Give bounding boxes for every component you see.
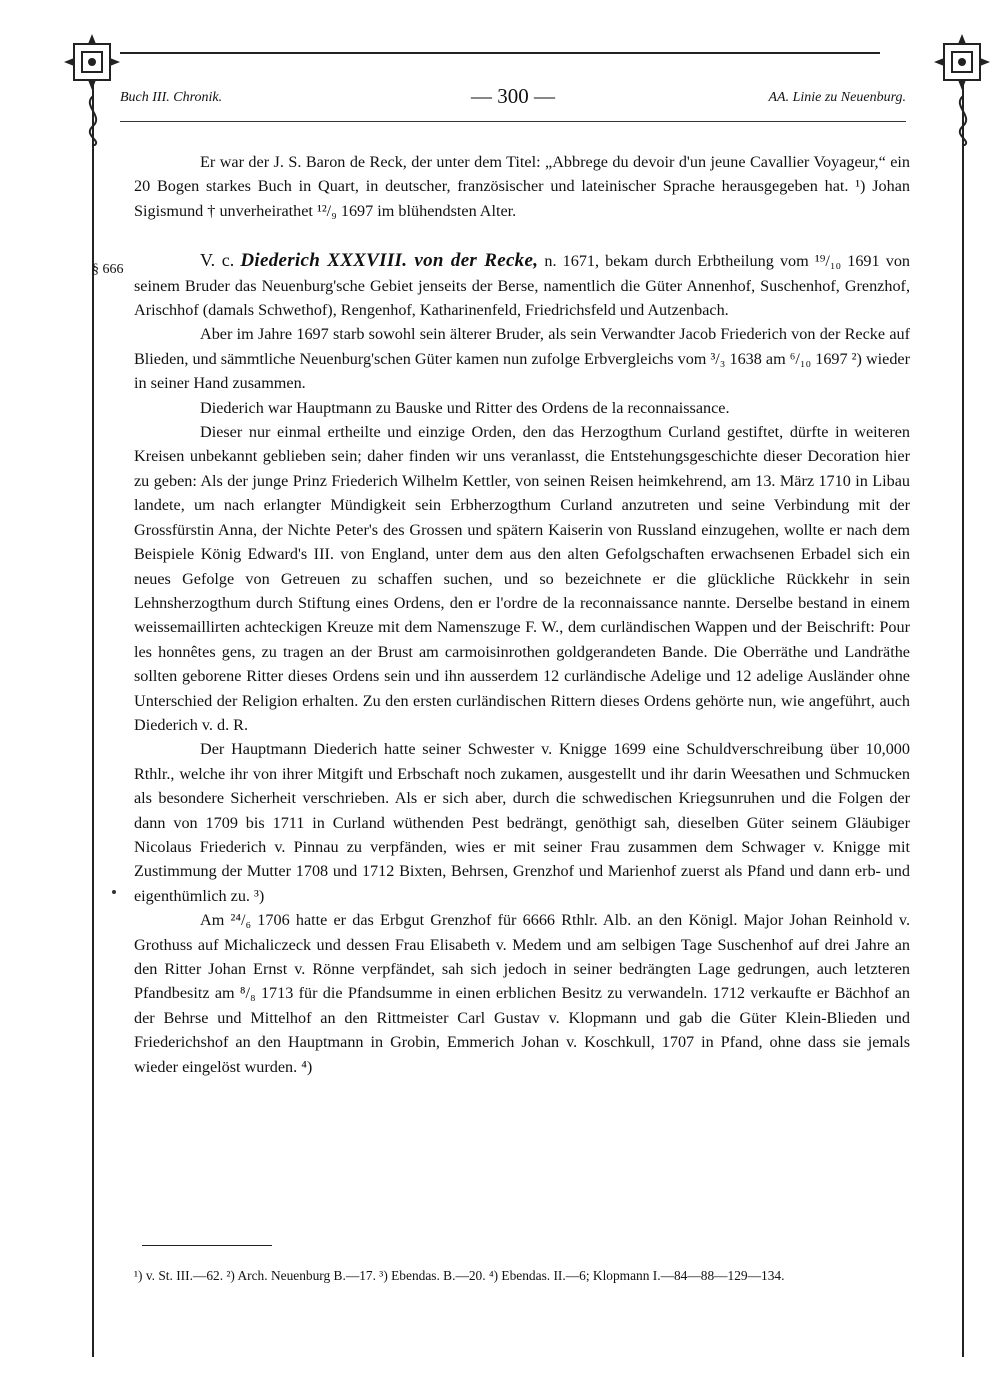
ornament-left-scroll-icon xyxy=(82,96,104,146)
paragraph: Aber im Jahre 1697 starb sowohl sein älterer Bruder, als sein Verwandter Jacob Friederich von der Recke auf Blieden, und sämmtliche Neuenburg'schen Güter kamen nun zufolge Erbvergleichs vom ³/₃ 1638 am ⁶/₁₀ 1697 ²) wieder in seiner Hand zusammen. xyxy=(134,325,910,393)
section-heading-paragraph xyxy=(134,248,910,322)
footnotes: ¹) v. St. III.—62. ²) Arch. Neuenburg B.—17. ³) Ebendas. B.—20. ⁴) Ebendas. II.—6; Klopmann I.—84—88—129—134. xyxy=(134,1268,785,1283)
paragraph: Der Hauptmann Diederich hatte seiner Schwester v. Knigge 1699 eine Schuldverschreibung über 10,000 Rthlr., welche ihr von ihrer Mitgift und Erbschaft noch zukamen, ausgestellt und ihr darin Weesathen und Schmucken als besondere Sicherheit verschrieben. Als er sich aber, durch die schwedischen Kriegsunruhen und die Folgen der dann von 1709 bis 1711 in Curland wüthenden Pest bedrängt, genöthigt sah, dieselben Güter seinem Gläubiger Nicolaus Friederich v. Pinnau zu verpfänden, wies er mit seiner Frau zusammen dem Schwager v. Knigge mit Zustimmung der Mutter 1708 und 1712 Bixten, Behrsen, Grenzhof und Marienhof zuerst als Pfand und dann erb- und eigenthümlich zu. ³) xyxy=(134,740,910,905)
running-header xyxy=(120,84,906,114)
paragraph: Diederich war Hauptmann zu Bauske und Ritter des Ordens de la reconnaissance. xyxy=(200,398,730,417)
ornament-top-left-icon xyxy=(62,32,122,92)
top-border xyxy=(120,52,880,54)
header-book-title: Buch III. Chronik. xyxy=(120,90,223,105)
header-rule xyxy=(120,121,906,122)
section-mark: § 666 xyxy=(92,262,124,277)
section-text: n. 1671, bekam durch Erbtheilung vom ¹⁹/₁₀ 1691 von seinem Bruder das Neuenburg'sche Gebiet jenseits der Berse, namentlich die Güter Annenhof, Suschenhof, Grenzhof, Arischhof (damals Schwethof), Rengenhof, Katharinenfeld, Friedrichsfeld und Autzenbach. xyxy=(134,252,911,320)
ornament-right-scroll-icon xyxy=(952,96,974,146)
section-number: V. c. xyxy=(200,250,235,271)
ornament-top-right-icon xyxy=(932,32,992,92)
paragraph: Am ²⁴/₆ 1706 hatte er das Erbgut Grenzhof für 6666 Rthlr. Alb. an den Königl. Major Johan Reinhold v. Grothuss auf Michaliczeck und dessen Frau Elisabeth v. Medem und am selbigen Tage Suschenhof auf drei Jahre an den Ritter Johan Ernst v. Rönne verpfändet, sah sich jedoch in seiner bedrängten Lage gedrungen, auch letzteren Pfandbesitz am ⁸/₈ 1713 für die Pfandsumme in einen erblichen Besitz zu verwandeln. 1712 verkaufte er Bächhof an der Behrse und Mittelhof an den Rittmeister Carl Gustav v. Klopmann und gab die Güter Klein-Blieden und Friederichshof an den Hauptmann in Grobin, Emmerich Johan v. Koschkull, 1707 in Pfand, ohne dass sie jemals wieder eingelöst wurden. ⁴) xyxy=(134,911,910,1076)
margin-dot xyxy=(112,890,116,894)
body-text xyxy=(134,150,910,1079)
header-line-title: AA. Linie zu Neuenburg. xyxy=(768,90,906,105)
footnote-rule xyxy=(142,1245,272,1246)
section-title: Diederich XXXVIII. von der Recke, xyxy=(240,250,539,272)
page-number: — 300 — xyxy=(471,84,555,108)
paragraph: Dieser nur einmal ertheilte und einzige Orden, den das Herzogthum Curland gestiftet, dürfte in weiteren Kreisen unbekannt geblieben sein; daher finden wir uns veranlasst, die Entstehungsgeschichte dieser Decoration hier zu geben: Als der junge Prinz Friederich Wilhelm Kettler, von seinen Reisen heimkehrend, am 13. März 1710 in Libau landete, um nach erlangter Mündigkeit sein Erbherzogthum Curland anzutreten und seine Verbindung mit der Grossfürstin Anna, der Nichte Peter's des Grossen und spätern Kaiserin von Russland einzugehen, wollte er nach dem Beispiele König Edward's III. von England, unter dem aus den alten Gefolgschaften erwachsenen Erbadel sich ein neues Gefolge von Getreuen zu schaffen suchen, und so bezeichnete er die glückliche Rückkehr in sein Lehnsherzogthum durch Stiftung eines Ordens, den er l'ordre de la reconnaissance nannte. Derselbe bestand in einem weissemaillirten achteckigen Kreuze mit dem Namenszuge F. W., dem curländischen Wappen und der Beischrift: Pour les honnêtes gens, zu tragen an der Brust am carmoisinrothen goldgerandeten Bande. Die Oberräthe und Landräthe sollten geborene Ritter dieses Ordens sein und ihn ausserdem 12 curländische Adelige und 12 adelige Ausländer ohne Unterschied der Religion erhalten. Zu den ersten curländischen Rittern dieses Ordens gehörte nun, wie angeführt, auch Diederich v. d. R. xyxy=(134,423,910,734)
intro-paragraph: Er war der J. S. Baron de Reck, der unter dem Titel: „Abbrege du devoir d'un jeune Cavallier Voyageur,“ ein 20 Bogen starkes Buch in Quart, in deutscher, französischer und lateinischer Sprache herausgegeben hat. ¹) Johan Sigismund † unverheirathet ¹²/₉ 1697 im blühendsten Alter. xyxy=(134,153,910,220)
right-border xyxy=(962,80,964,1357)
